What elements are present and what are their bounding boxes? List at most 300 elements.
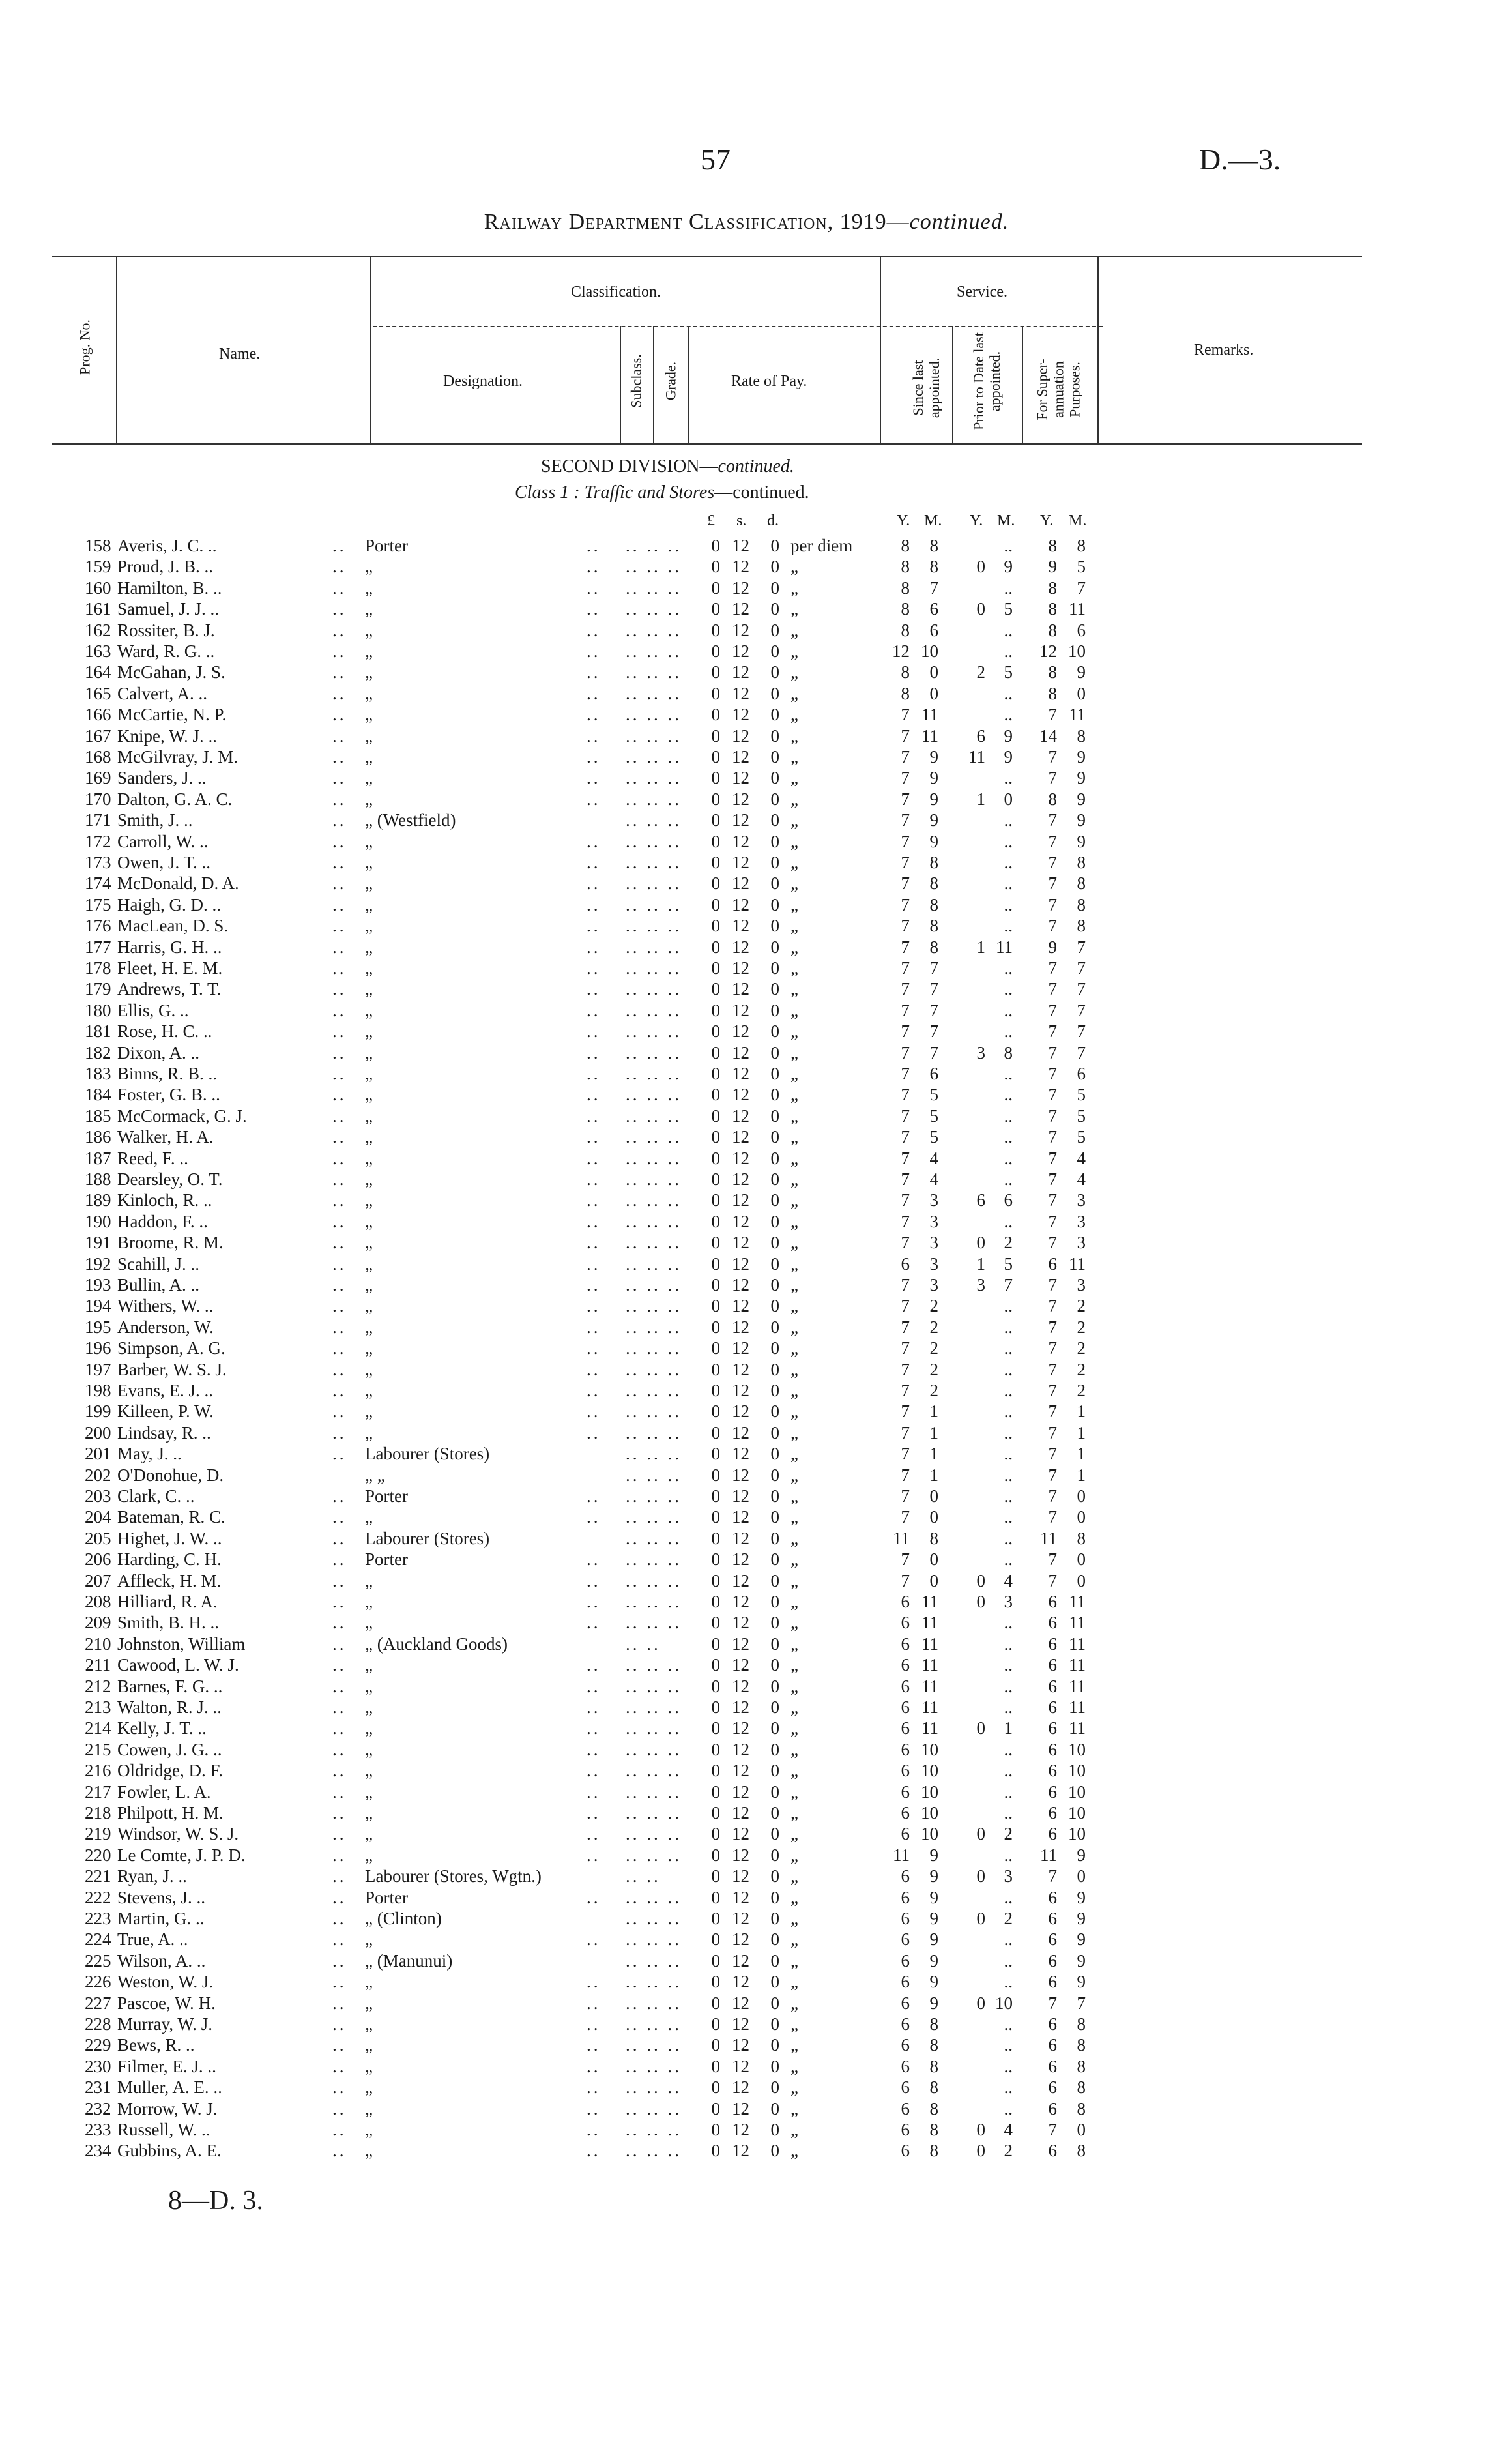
name: Wilson, A. .. [117,1950,206,1971]
prog-no: 182 [85,1042,111,1063]
pay-pounds: 0 [711,810,720,830]
super-months: 2 [1077,1317,1086,1337]
pay-pounds: 0 [711,853,720,872]
pay-pence: 0 [770,789,779,809]
since-months: 8 [929,2141,938,2161]
leader-dots: .. .. .. [626,1296,682,1316]
super-years: 11 [1040,1528,1057,1548]
prog-no: 228 [85,2014,111,2034]
designation: „ (Westfield) [365,810,456,830]
header-classification: Classification. [571,284,661,301]
leader-dots: .. [587,1021,601,1042]
table-row [0,1908,1493,1929]
page-number: 57 [701,143,731,176]
name: Le Comte, J. P. D. [117,1845,246,1865]
pay-pence: 0 [770,831,779,851]
pay-pence: 0 [770,937,779,957]
table-row [0,578,1493,598]
leader-dots: .. [332,641,347,661]
designation: „ [365,2056,373,2076]
designation: „ [365,2098,373,2119]
prog-no: 208 [85,1592,111,1611]
pay-shillings: 12 [732,1655,749,1675]
designation: „ [365,1782,373,1802]
since-months: 11 [921,1697,938,1717]
header-service: Service. [957,284,1007,301]
pay-pounds: 0 [711,1106,720,1126]
leader-dots: .. .. .. [626,747,682,767]
table-row [0,915,1493,936]
leader-dots: .. [587,1233,601,1253]
pay-pounds: 0 [711,726,720,746]
designation: Labourer (Stores) [365,1444,490,1464]
since-years: 7 [901,831,910,851]
prior-months: .. [1004,1106,1013,1126]
since-months: 8 [929,536,938,555]
super-months: 10 [1068,1803,1086,1823]
pay-pence: 0 [770,1021,779,1042]
super-years: 7 [1048,1317,1057,1337]
super-months: 9 [1077,789,1086,809]
since-years: 6 [901,1993,910,2013]
pay-period: per diem [790,536,853,555]
since-years: 8 [901,683,910,703]
designation: „ [365,1000,373,1020]
designation: „ [365,1127,373,1147]
designation: „ [365,1570,373,1591]
since-years: 6 [901,2035,910,2055]
since-months: 6 [929,1064,938,1083]
super-years: 7 [1048,1993,1057,2013]
pay-shillings: 12 [732,1803,749,1823]
pay-shillings: 12 [732,1845,749,1865]
designation: „ [365,1993,373,2013]
leader-dots: .. [332,768,347,788]
pay-period: „ [790,1085,798,1105]
leader-dots: .. [332,810,347,830]
pay-shillings: 12 [732,1887,749,1907]
since-years: 7 [901,1317,910,1337]
super-years: 6 [1048,2056,1057,2076]
pay-pounds: 0 [711,1422,720,1443]
prior-months: .. [1004,1381,1013,1400]
table-row [0,1274,1493,1295]
header-divider [688,326,689,443]
leader-dots: .. [587,683,601,703]
prior-years: 3 [976,1042,985,1063]
header-top-rule [52,256,1362,257]
pay-pounds: 0 [711,641,720,661]
designation: „ [365,894,373,915]
table-row [0,767,1493,788]
pay-shillings: 12 [732,1507,749,1527]
since-months: 0 [929,1486,938,1506]
pay-pence: 0 [770,1697,779,1717]
leader-dots: .. .. .. [626,1190,682,1210]
prior-years: 1 [976,1254,985,1274]
super-years: 8 [1048,599,1057,619]
designation: „ [365,831,373,851]
pay-period: „ [790,1909,798,1928]
designation: „ [365,1655,373,1675]
pay-shillings: 12 [732,1634,749,1654]
pay-pounds: 0 [711,578,720,598]
name: Hilliard, R. A. [117,1592,218,1611]
prog-no: 206 [85,1549,111,1570]
leader-dots: .. .. .. [626,979,682,999]
since-years: 6 [901,1950,910,1971]
prog-no: 166 [85,705,111,725]
name: Ward, R. G. .. [117,641,215,661]
pay-period: „ [790,789,798,809]
super-years: 7 [1048,979,1057,999]
super-months: 7 [1077,979,1086,999]
super-years: 7 [1048,2120,1057,2139]
pay-period: „ [790,1528,798,1548]
prior-months: .. [1004,1845,1013,1865]
name: Oldridge, D. F. [117,1761,224,1781]
leader-dots: .. .. .. [626,1803,682,1823]
name: Gubbins, A. E. [117,2141,222,2161]
since-years: 6 [901,1739,910,1759]
pay-pence: 0 [770,1570,779,1591]
since-years: 7 [901,979,910,999]
super-months: 8 [1077,2141,1086,2161]
pay-period: „ [790,557,798,577]
prog-no: 210 [85,1634,111,1654]
pay-pounds: 0 [711,1465,720,1485]
leader-dots: .. .. .. [626,2120,682,2139]
designation: „ [365,789,373,809]
prior-months: 5 [1004,1254,1013,1274]
since-years: 7 [901,1169,910,1189]
leader-dots: .. .. .. [626,1993,682,2013]
prior-years: 1 [976,789,985,809]
prog-no: 230 [85,2056,111,2076]
pay-pounds: 0 [711,2077,720,2098]
since-years: 7 [901,1338,910,1358]
since-months: 7 [929,958,938,978]
super-years: 9 [1048,557,1057,577]
leader-dots: .. .. .. [626,1254,682,1274]
leader-dots: .. [332,1021,347,1042]
leader-dots: .. [332,1782,347,1802]
pay-pounds: 0 [711,1697,720,1717]
pay-pounds: 0 [711,1190,720,1210]
table-row [0,1021,1493,1042]
table-row [0,2077,1493,2098]
leader-dots: .. .. [626,1866,661,1886]
name: Muller, A. E. .. [117,2077,222,2098]
pay-shillings: 12 [732,1211,749,1231]
pay-period: „ [790,1929,798,1950]
super-years: 11 [1040,1845,1057,1865]
prior-months: .. [1004,1697,1013,1717]
super-years: 7 [1048,853,1057,872]
pay-period: „ [790,1148,798,1168]
leader-dots: .. [332,1803,347,1823]
super-months: 8 [1077,2014,1086,2034]
pay-pence: 0 [770,578,779,598]
pay-shillings: 12 [732,557,749,577]
leader-dots: .. [587,705,601,725]
super-years: 6 [1048,1972,1057,1992]
prog-no: 226 [85,1972,111,1992]
pay-pence: 0 [770,1275,779,1295]
since-months: 11 [921,1676,938,1696]
leader-dots: .. [587,1064,601,1083]
super-months: 8 [1077,873,1086,894]
prog-no: 217 [85,1782,111,1802]
since-months: 3 [929,1211,938,1231]
leader-dots: .. [587,979,601,999]
super-months: 2 [1077,1359,1086,1379]
leader-dots: .. [332,1296,347,1316]
super-months: 8 [1077,853,1086,872]
leader-dots: .. .. .. [626,937,682,957]
pay-pounds: 0 [711,1381,720,1400]
pay-pence: 0 [770,853,779,872]
pay-pence: 0 [770,1718,779,1738]
pay-pounds: 0 [711,789,720,809]
pay-pounds: 0 [711,1761,720,1781]
pay-shillings: 12 [732,1359,749,1379]
pay-pence: 0 [770,916,779,936]
pay-shillings: 12 [732,1465,749,1485]
table-row [0,1106,1493,1126]
name: Martin, G. .. [117,1909,205,1928]
super-years: 8 [1048,620,1057,640]
since-months: 7 [929,1021,938,1042]
since-months: 8 [929,2014,938,2034]
pay-period: „ [790,1972,798,1992]
super-months: 0 [1077,2120,1086,2139]
pay-pounds: 0 [711,873,720,894]
super-months: 5 [1077,1106,1086,1126]
pay-shillings: 12 [732,1148,749,1168]
super-years: 7 [1048,1422,1057,1443]
name: Philpott, H. M. [117,1803,224,1823]
leader-dots: .. [587,1042,601,1063]
pay-period: „ [790,726,798,746]
prior-months: .. [1004,2056,1013,2076]
since-months: 8 [929,2098,938,2119]
designation: „ [365,1254,373,1274]
since-months: 5 [929,1085,938,1105]
pay-pence: 0 [770,1613,779,1633]
since-years: 7 [901,1507,910,1527]
super-years: 6 [1048,1782,1057,1802]
name: Bullin, A. .. [117,1275,200,1295]
pay-pence: 0 [770,810,779,830]
leader-dots: .. .. .. [626,1338,682,1358]
super-years: 7 [1048,1085,1057,1105]
pay-pounds: 0 [711,1613,720,1633]
prog-no: 221 [85,1866,111,1886]
since-years: 6 [901,2120,910,2139]
prior-months: .. [1004,2098,1013,2119]
pay-pence: 0 [770,1824,779,1844]
prog-no: 233 [85,2120,111,2139]
pay-period: „ [790,1634,798,1654]
designation: „ (Clinton) [365,1909,442,1928]
pay-shillings: 12 [732,1085,749,1105]
prog-no: 219 [85,1824,111,1844]
super-months: 8 [1077,894,1086,915]
super-months: 7 [1077,958,1086,978]
name: Highet, J. W. .. [117,1528,222,1548]
super-years: 6 [1048,1824,1057,1844]
since-years: 6 [901,1866,910,1886]
prior-months: .. [1004,2014,1013,2034]
leader-dots: .. [332,1169,347,1189]
leader-dots: .. [587,1845,601,1865]
unit-pound: £ [707,512,715,529]
super-months: 10 [1068,1761,1086,1781]
name: Broome, R. M. [117,1233,224,1253]
pay-pounds: 0 [711,1929,720,1950]
pay-shillings: 12 [732,1381,749,1400]
designation: „ [365,662,373,682]
designation: „ [365,683,373,703]
name: Stevens, J. .. [117,1887,205,1907]
prior-months: 5 [1004,662,1013,682]
pay-pounds: 0 [711,620,720,640]
leader-dots: .. [587,1824,601,1844]
pay-period: „ [790,1064,798,1083]
prog-no: 197 [85,1359,111,1379]
leader-dots: .. [587,1106,601,1126]
super-years: 7 [1048,1359,1057,1379]
prog-no: 161 [85,599,111,619]
since-months: 2 [929,1381,938,1400]
leader-dots: .. .. .. [626,1233,682,1253]
pay-pence: 0 [770,705,779,725]
prior-months: .. [1004,894,1013,915]
pay-pounds: 0 [711,1064,720,1083]
name: Walker, H. A. [117,1127,214,1147]
leader-dots: .. [332,1148,347,1168]
division-label: SECOND DIVISION— [541,456,718,477]
since-months: 8 [929,894,938,915]
since-months: 11 [921,705,938,725]
leader-dots: .. .. .. [626,1592,682,1611]
super-years: 7 [1048,1021,1057,1042]
unit-super-years: Y. [1040,512,1054,529]
pay-pounds: 0 [711,1570,720,1591]
super-months: 3 [1077,1275,1086,1295]
name: Harris, G. H. .. [117,937,222,957]
pay-pounds: 0 [711,683,720,703]
leader-dots: .. [332,1190,347,1210]
table-row [0,1612,1493,1633]
since-months: 3 [929,1190,938,1210]
pay-pounds: 0 [711,1085,720,1105]
super-years: 7 [1048,1169,1057,1189]
prior-months: 1 [1004,1718,1013,1738]
leader-dots: .. [587,1296,601,1316]
pay-shillings: 12 [732,768,749,788]
prior-months: .. [1004,1021,1013,1042]
prior-months: 9 [1004,557,1013,577]
pay-pence: 0 [770,1929,779,1950]
name: Rose, H. C. .. [117,1021,212,1042]
super-years: 7 [1048,1275,1057,1295]
name: Andrews, T. T. [117,979,222,999]
prior-months: .. [1004,1929,1013,1950]
pay-pounds: 0 [711,1592,720,1611]
header-name: Name. [219,345,261,362]
prog-no: 171 [85,810,111,830]
since-years: 7 [901,873,910,894]
pay-period: „ [790,705,798,725]
table-row [0,1422,1493,1443]
leader-dots: .. [587,1718,601,1738]
leader-dots: .. .. .. [626,958,682,978]
header-bottom-rule [52,443,1362,445]
since-years: 6 [901,1803,910,1823]
since-months: 10 [921,1761,938,1781]
leader-dots: .. [587,1782,601,1802]
table-row [0,556,1493,577]
since-years: 7 [901,1190,910,1210]
super-years: 7 [1048,1148,1057,1168]
super-months: 3 [1077,1190,1086,1210]
since-months: 2 [929,1296,938,1316]
since-years: 7 [901,1570,910,1591]
prog-no: 231 [85,2077,111,2098]
designation: „ [365,1972,373,1992]
name: Ellis, G. .. [117,1000,189,1020]
super-months: 10 [1068,641,1086,661]
pay-period: „ [790,1275,798,1295]
since-years: 6 [901,1697,910,1717]
since-months: 11 [921,1655,938,1675]
super-months: 8 [1077,2056,1086,2076]
name: O'Donohue, D. [117,1465,224,1485]
since-years: 7 [901,1486,910,1506]
leader-dots: .. .. .. [626,1507,682,1527]
name: True, A. .. [117,1929,188,1950]
designation: „ (Manunui) [365,1950,453,1971]
pay-shillings: 12 [732,873,749,894]
name: Evans, E. J. .. [117,1381,213,1400]
leader-dots: .. .. .. [626,1570,682,1591]
prior-months: 8 [1004,1042,1013,1063]
since-years: 6 [901,1824,910,1844]
leader-dots: .. [332,1613,347,1633]
leader-dots: .. [332,1254,347,1274]
leader-dots: .. .. .. [626,1169,682,1189]
pay-shillings: 12 [732,1697,749,1717]
super-months: 8 [1077,726,1086,746]
table-row [0,620,1493,641]
prog-no: 224 [85,1929,111,1950]
prog-no: 209 [85,1613,111,1633]
pay-pence: 0 [770,726,779,746]
pay-pounds: 0 [711,2141,720,2161]
prior-months: .. [1004,1549,1013,1570]
since-years: 11 [893,1845,910,1865]
pay-period: „ [790,1824,798,1844]
since-years: 7 [901,1042,910,1063]
since-months: 2 [929,1359,938,1379]
table-row [0,704,1493,725]
super-months: 11 [1069,1634,1086,1654]
leader-dots: .. .. .. [626,1972,682,1992]
pay-shillings: 12 [732,1718,749,1738]
pay-pence: 0 [770,1845,779,1865]
